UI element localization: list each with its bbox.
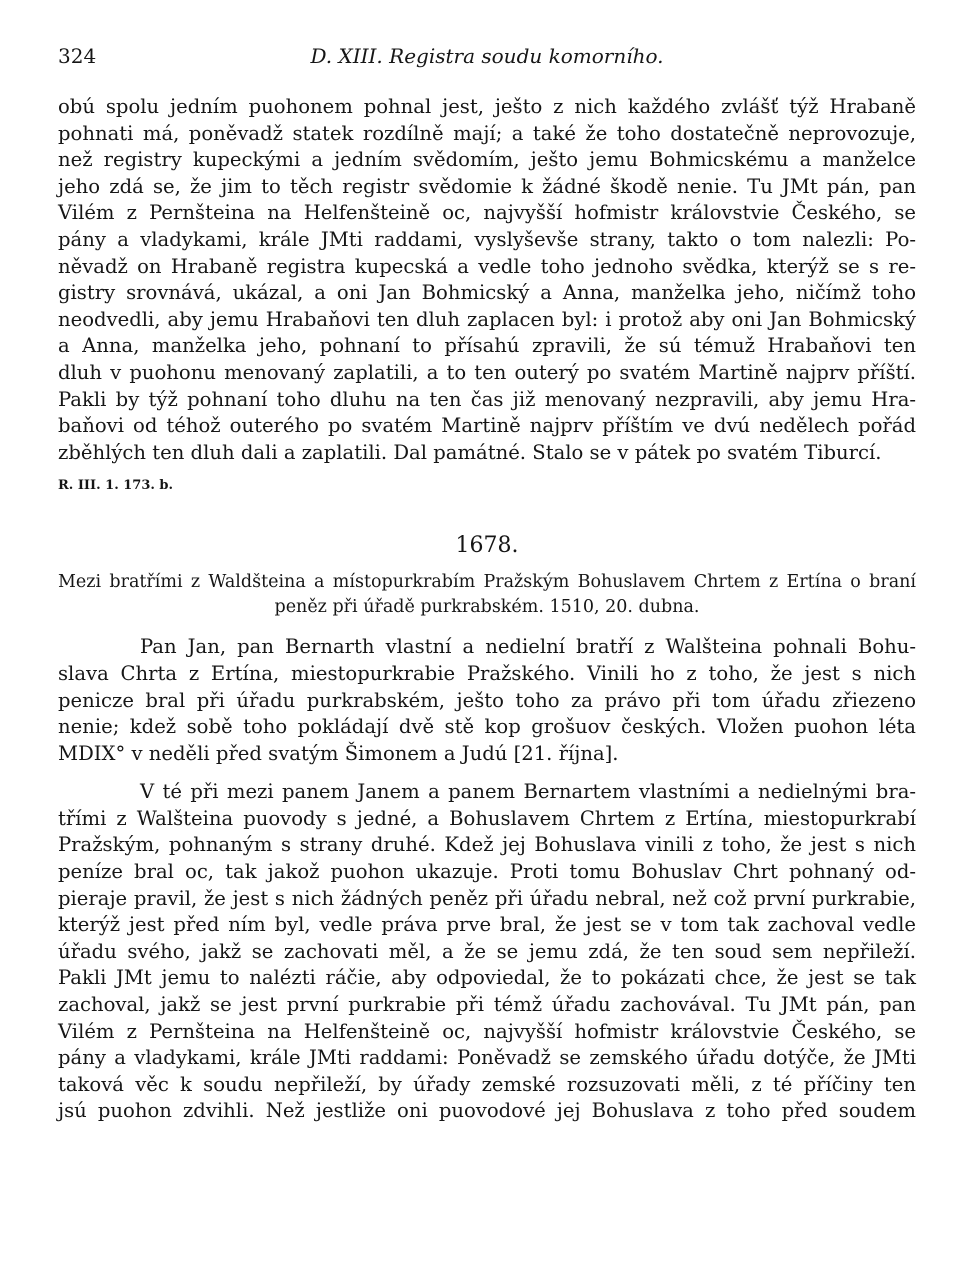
text-line: pány a vladykami, krále JMti raddami, vyslyševše strany, takto o tom nalezli: Po- bbox=[58, 227, 916, 251]
text-line: penicze bral při úřadu purkrabském, ješto toho za právo při tom úřadu zřiezeno bbox=[58, 688, 916, 712]
text-line: obú spolu jedním puohonem pohnal jest, ješto z nich každého zvlášť týž Hrabaně bbox=[58, 95, 916, 118]
text-line: slava Chrta z Ertína, miestopurkrabie Pražského. Vinili ho z toho, že jest s nich bbox=[58, 661, 916, 685]
text-line: neodvedli, aby jemu Hrabaňovi ten dluh zaplacen byl: i protož aby oni Jan Bohmicský bbox=[58, 307, 916, 331]
text-line: jsú puohon zdvihli. Než jestliže oni puovodové jej Bohuslava z toho před soudem bbox=[58, 1099, 916, 1123]
text-line: nenie; kdež sobě toho pokládají dvě stě kop grošuov českých. Vložen puohon léta bbox=[58, 715, 916, 739]
text-line: MDIX° v neděli před svatým Šimonem a Judú [21. října]. bbox=[58, 741, 619, 765]
paragraph-2 bbox=[58, 634, 916, 767]
text-line: peníze bral oc, tak jakož puohon ukazuje. Proti tomu Bohuslav Chrt pohnaný od- bbox=[58, 860, 916, 884]
text-line: jeho zdá se, že jim to těch registr svědomie k žádné škodě nenie. Tu JMt pán, pan bbox=[58, 174, 916, 198]
text-line: kterýž jest před ním byl, vedle práva prve bral, že jest se v tom tak zachoval vedle bbox=[58, 913, 916, 937]
text-line: než registry kupeckými a jedním svědomím, ješto jemu Bohmicskému a manželce bbox=[58, 148, 916, 172]
text-line: Pan Jan, pan Bernarth vlastní a nedielní bratří z Walšteina pohnali Bohu- bbox=[140, 635, 916, 659]
text-line: a Anna, manželka jeho, pohnaní to přísahú zpravili, že sú témuž Hrabaňovi ten bbox=[58, 334, 916, 358]
running-head: D. XIII. Registra soudu komorního. bbox=[310, 44, 664, 68]
paragraph-3 bbox=[58, 779, 916, 1125]
text-line: dluh v puohonu menovaný zaplatili, a to ten outerý po svatém Martině najprv příští. bbox=[58, 360, 916, 384]
text-line: Pakli by týž pohnaní toho dluhu na ten čas již menovaný nezpravili, aby jemu Hra- bbox=[58, 387, 916, 411]
text-line: něvadž on Hrabaně registra kupecská a vedle toho jednoho svědka, kterýž se s re- bbox=[58, 254, 916, 278]
page-header bbox=[58, 44, 916, 74]
text-line: baňovi od téhož outerého po svatém Martině najprv příštím ve dvú nedělech pořád bbox=[58, 414, 916, 438]
text-line: Vilém z Pernšteina na Helfenšteině oc, najvyšší hofmistr královstvie Českého, se bbox=[58, 201, 916, 225]
page-number: 324 bbox=[58, 44, 97, 68]
text-line: pány a vladykami, krále JMti raddami: Poněvadž se zemského úřadu dotýče, že JMti bbox=[58, 1046, 916, 1070]
text-line: V té při mezi panem Janem a panem Bernartem vlastními a nedielnými bra- bbox=[140, 780, 916, 804]
summary-line: peněz při úřadě purkrabském. 1510, 20. dubna. bbox=[274, 597, 700, 618]
text-line: Pakli JMt jemu to nalézti ráčie, aby odpoviedal, že to pokázati chce, že jest se tak bbox=[58, 966, 916, 990]
text-line: gistry srovnává, ukázal, a oni Jan Bohmicský a Anna, manželka jeho, ničímž toho bbox=[58, 281, 916, 305]
text-line: Pražským, pohnaným s strany druhé. Kdež jej Bohuslava vinili z toho, že jest s nich bbox=[58, 833, 916, 857]
text-line: třími z Walšteina puovody s jedné, a Bohuslavem Chrtem z Ertína, miestopurkrabí bbox=[58, 806, 916, 830]
source-reference: R. III. 1. 173. b. bbox=[58, 478, 174, 494]
text-line: zachoval, jakž se jest první purkrabie při témž úřadu zachovával. Tu JMt pán, pan bbox=[58, 993, 916, 1017]
text-line: Vilém z Pernšteina na Helfenšteině oc, najvyšší hofmistr královstvie Českého, se bbox=[58, 1019, 916, 1043]
entry-number: 1678. bbox=[455, 533, 519, 559]
text-line: zběhlých ten dluh dali a zaplatili. Dal památné. Stalo se v pátek po svatém Tiburcí. bbox=[58, 440, 882, 464]
entry-summary bbox=[58, 570, 916, 620]
paragraph-1 bbox=[58, 94, 916, 466]
summary-line: Mezi bratřími z Waldšteina a místopurkrabím Pražským Bohuslavem Chrtem z Ertína o braní bbox=[58, 572, 916, 593]
text-line: pohnati má, poněvadž statek rozdílně mají; a také že toho dostatečně neprovozuje, bbox=[58, 121, 916, 145]
page-body bbox=[58, 94, 916, 1125]
text-line: taková věc k soudu nepřileží, by úřady zemské rozsuzovati měli, z té příčiny ten bbox=[58, 1072, 916, 1096]
text-line: úřadu svého, jakž se zachovati měl, a že se jemu zdá, že ten soud sem nepřileží. bbox=[58, 939, 916, 963]
text-line: pieraje pravil, že jest s nich žádných peněz při úřadu nebral, než což první purkrabie, bbox=[58, 886, 916, 910]
